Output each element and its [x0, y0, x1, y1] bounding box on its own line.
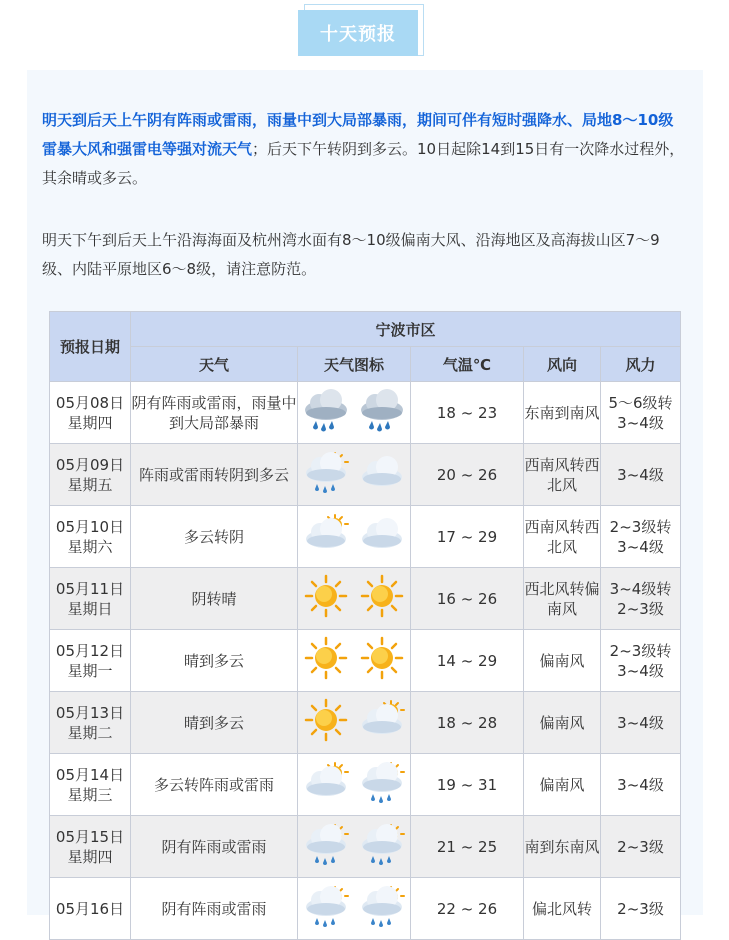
temp-header: 气温℃	[411, 347, 524, 382]
sun-icon	[301, 574, 351, 623]
forecast-rest: ；后天下午转阴到多云。10日起除14到15日有一次降水过程外，其余晴或多云。	[42, 140, 685, 187]
icon-cell	[298, 630, 411, 692]
sun-cloud-rain-icon	[301, 822, 351, 871]
wind-dir-cell: 东南到南风	[524, 382, 601, 444]
date-cell	[50, 382, 131, 444]
wind-dir-cell: 西南风转西北风	[524, 506, 601, 568]
temp-cell: 21 ~ 25	[411, 816, 524, 878]
forecast-row	[50, 754, 681, 816]
wind-force-cell: 3~4级	[601, 754, 681, 816]
temp-cell: 22 ~ 26	[411, 878, 524, 940]
forecast-row	[50, 382, 681, 444]
forecast-row	[50, 878, 681, 940]
temp-cell: 20 ~ 26	[411, 444, 524, 506]
wind-dir-cell: 西南风转西北风	[524, 444, 601, 506]
weekday-text: 星期四	[67, 413, 113, 432]
sun-cloud-rain-icon	[301, 884, 351, 933]
date-text: 05月13日	[55, 703, 125, 722]
weekday-text: 星期二	[67, 723, 113, 742]
weather-cell: 阴有阵雨或雷雨，雨量中到大局部暴雨	[131, 382, 298, 444]
weekday-text: 星期三	[67, 785, 113, 804]
date-text: 05月10日	[55, 517, 125, 536]
weekday-text: 星期日	[67, 599, 113, 618]
sun-icon	[301, 636, 351, 685]
weekday-text: 星期五	[67, 475, 113, 494]
icon-cell	[298, 444, 411, 506]
sun-cloud-rain-icon	[357, 884, 407, 933]
date-cell	[50, 816, 131, 878]
sun-cloud-icon	[357, 698, 407, 747]
date-cell	[50, 444, 131, 506]
wind-force-header: 风力	[601, 347, 681, 382]
title-badge-wrap	[298, 8, 424, 56]
wind-dir-cell: 偏南风	[524, 754, 601, 816]
date-header: 预报日期	[50, 312, 131, 382]
date-cell	[50, 630, 131, 692]
temp-cell: 18 ~ 28	[411, 692, 524, 754]
weather-cell: 阵雨或雷雨转阴到多云	[131, 444, 298, 506]
wind-force-cell: 3~4级	[601, 692, 681, 754]
icon-cell	[298, 754, 411, 816]
cloud-heavy-rain-icon	[357, 388, 407, 437]
wind-dir-header: 风向	[524, 347, 601, 382]
icon-header: 天气图标	[298, 347, 411, 382]
sun-cloud-rain-icon	[301, 450, 351, 499]
temp-cell: 18 ~ 23	[411, 382, 524, 444]
weekday-text: 星期一	[67, 661, 113, 680]
temp-cell: 16 ~ 26	[411, 568, 524, 630]
forecast-row	[50, 444, 681, 506]
icon-cell	[298, 382, 411, 444]
icon-cell	[298, 878, 411, 940]
wind-force-cell: 3~4级	[601, 444, 681, 506]
date-cell	[50, 754, 131, 816]
weather-cell: 阴有阵雨或雷雨	[131, 878, 298, 940]
sun-icon	[357, 574, 407, 623]
weather-cell: 阴转晴	[131, 568, 298, 630]
sun-icon	[301, 698, 351, 747]
icon-cell	[298, 568, 411, 630]
date-text: 05月11日	[55, 579, 125, 598]
wind-force-cell: 2~3级转3~4级	[601, 630, 681, 692]
icon-cell	[298, 816, 411, 878]
cloud-icon	[357, 450, 407, 499]
weather-cell: 多云转阴	[131, 506, 298, 568]
wind-dir-cell: 偏南风	[524, 630, 601, 692]
sun-icon	[357, 636, 407, 685]
date-cell	[50, 878, 131, 940]
wind-dir-cell: 南到东南风	[524, 816, 601, 878]
wind-dir-cell: 西北风转偏南风	[524, 568, 601, 630]
forecast-table	[49, 311, 681, 940]
sun-cloud-rain-icon	[357, 760, 407, 809]
wind-dir-cell: 偏南风	[524, 692, 601, 754]
wind-warning: 明天下午到后天上午沿海海面及杭州湾水面有8～10级偏南大风、沿海地区及高海拔山区7～9级、内陆平原地区6～8级，请注意防范。	[42, 231, 660, 278]
icon-cell	[298, 506, 411, 568]
temp-cell: 17 ~ 29	[411, 506, 524, 568]
forecast-row	[50, 692, 681, 754]
forecast-row	[50, 506, 681, 568]
cloud-icon	[357, 512, 407, 561]
region-header: 宁波市区	[131, 312, 681, 347]
date-text: 05月08日	[55, 393, 125, 412]
wind-force-cell: 2~3级	[601, 816, 681, 878]
date-text: 05月16日	[55, 899, 125, 918]
cloud-heavy-rain-icon	[301, 388, 351, 437]
forecast-summary	[42, 106, 687, 193]
wind-dir-cell: 偏北风转	[524, 878, 601, 940]
page-title: 十天预报	[298, 10, 418, 56]
sun-cloud-icon	[301, 760, 351, 809]
date-cell	[50, 692, 131, 754]
weather-cell: 多云转阵雨或雷雨	[131, 754, 298, 816]
wind-force-cell: 5～6级转3~4级	[601, 382, 681, 444]
date-cell	[50, 506, 131, 568]
sun-cloud-icon	[301, 512, 351, 561]
date-text: 05月15日	[55, 827, 125, 846]
wind-force-cell: 2~3级转3~4级	[601, 506, 681, 568]
weekday-text: 星期六	[67, 537, 113, 556]
wind-force-cell: 3~4级转2~3级	[601, 568, 681, 630]
temp-cell: 14 ~ 29	[411, 630, 524, 692]
forecast-row	[50, 630, 681, 692]
temp-cell: 19 ~ 31	[411, 754, 524, 816]
weather-header: 天气	[131, 347, 298, 382]
date-cell	[50, 568, 131, 630]
weekday-text: 星期四	[67, 847, 113, 866]
forecast-row	[50, 568, 681, 630]
forecast-row	[50, 816, 681, 878]
forecast-highlight: 明天到后天上午阴有阵雨或雷雨，雨量中到大局部暴雨，期间可伴有短时强降水、局地8～10级雷暴大风和强雷电等强对流天气	[42, 111, 674, 158]
date-text: 05月14日	[55, 765, 125, 784]
wind-force-cell: 2~3级	[601, 878, 681, 940]
date-text: 05月12日	[55, 641, 125, 660]
weather-cell: 晴到多云	[131, 630, 298, 692]
date-text: 05月09日	[55, 455, 125, 474]
sun-cloud-rain-icon	[357, 822, 407, 871]
weather-cell: 晴到多云	[131, 692, 298, 754]
weather-cell: 阴有阵雨或雷雨	[131, 816, 298, 878]
icon-cell	[298, 692, 411, 754]
